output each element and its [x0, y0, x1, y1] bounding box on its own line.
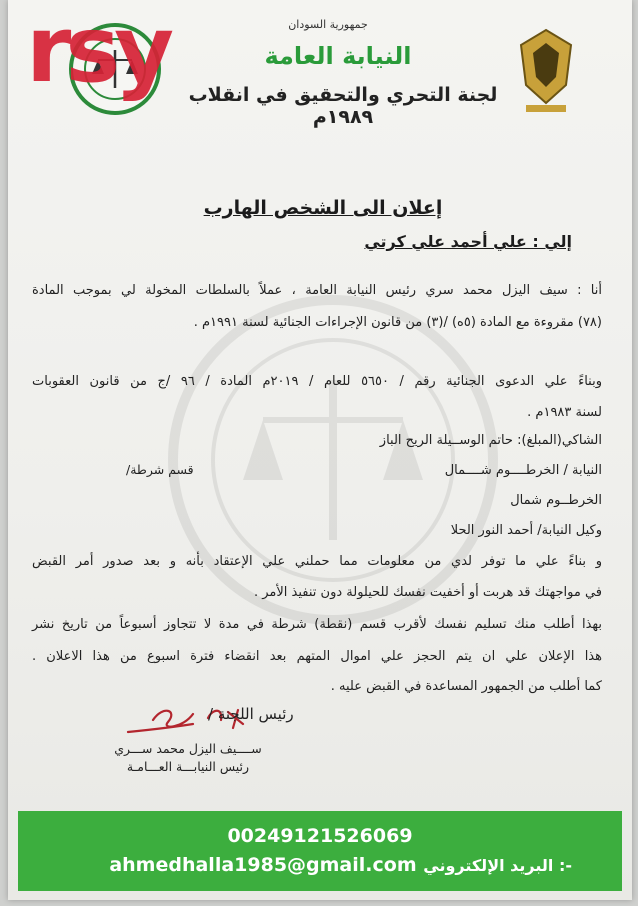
- watermark-logo: rsy: [26, 0, 169, 103]
- watermark-seal-icon: [163, 290, 503, 630]
- notice-line: بهذا أطلب منك تسليم نفسك لأقرب قسم (نقطة) شرطة في مدة لا تتجاوز أسبوعاً من تاريخ نشر: [32, 617, 602, 632]
- notice-line: لسنة ١٩٨٣م .: [527, 405, 602, 420]
- signatory-name: ســــيف اليزل محمد ســـري: [114, 741, 262, 756]
- signatory-role: رئيس النيابـــة العـــامـة: [126, 759, 250, 774]
- email-address[interactable]: ahmedhalla1985@gmail.com: [109, 854, 417, 876]
- contact-footer: [18, 811, 622, 891]
- notice-heading: إعلان الى الشخص الهارب: [203, 197, 443, 219]
- document-page: [8, 0, 632, 900]
- page-title: النيابة العامة: [264, 42, 412, 70]
- notice-line: كما أطلب من الجمهور المساعدة في القبض عليه .: [330, 679, 602, 694]
- notice-line: في مواجهتك قد هربت أو أخفيت نفسك للحيلولة دون تنفيذ الأمر .: [253, 585, 602, 600]
- notice-line: الخرطــوم شمال: [510, 493, 602, 508]
- notice-line: وبناءً علي الدعوى الجنائية رقم / ٥٦٥٠ للعام / ٢٠١٩م المادة / ٩٦ /ج من قانون العقوبات: [32, 374, 603, 389]
- phone-number: 00249121526069: [227, 825, 413, 847]
- sudan-emblem-icon: [511, 25, 581, 115]
- notice-line: وكيل النيابة/ أحمد النور الحلا: [450, 523, 602, 538]
- committee-head-label: رئيس اللجنة /: [208, 705, 294, 723]
- notice-line: النيابة / الخرطــــوم شــــمال: [444, 463, 602, 478]
- notice-line: و بناءً علي ما توفر لدي من معلومات مما حملني علي الإعتقاد بأنه و بعد صدور أمر القبض: [32, 554, 602, 569]
- page-subtitle: لجنة التحري والتحقيق في انقلاب ١٩٨٩م: [188, 84, 498, 128]
- email-row: [109, 854, 572, 876]
- republic-label: جمهورية السودان: [288, 18, 368, 31]
- police-section-label: قسم شرطة/: [126, 462, 194, 477]
- notice-line: أنا : سيف اليزل محمد سري رئيس النيابة العامة ، عملاً بالسلطات المخولة لي بموجب المادة: [32, 283, 602, 298]
- notice-recipient: إلي : علي أحمد علي كرتي: [364, 232, 572, 251]
- email-label: البريد الإلكتروني :-: [423, 856, 572, 875]
- notice-line: (٧٨) مقروءة مع المادة (٥ه) /(٣) من قانون الإجراءات الجنائية لسنة ١٩٩١م .: [193, 315, 602, 330]
- notice-line: الشاكي(المبلغ): حاتم الوســيلة الريح الباز: [379, 433, 602, 448]
- notice-line: هذا الإعلان علي ان يتم الحجز علي اموال المتهم بعد انقضاء فترة اسبوع من هذا الاعلان .: [32, 649, 602, 664]
